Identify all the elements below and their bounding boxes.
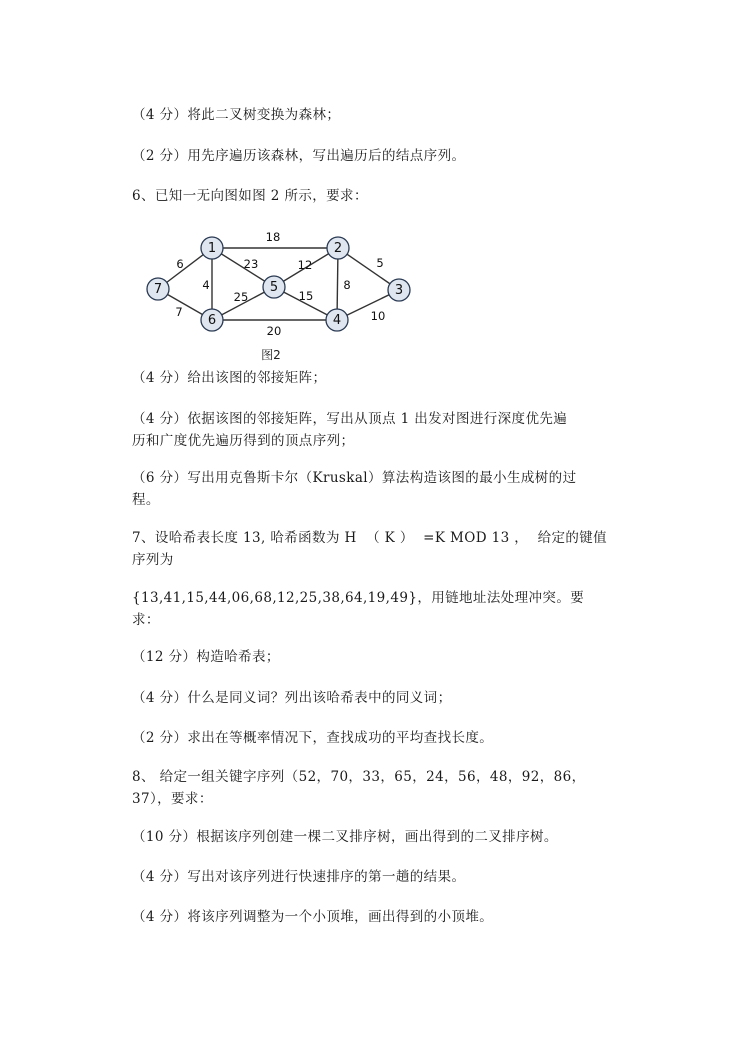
graph-diagram (140, 228, 430, 368)
node-label: 4 (332, 313, 342, 328)
question-heading: 6、已知一无向图如图 2 所示，要求： (132, 188, 368, 204)
node-label: 7 (153, 282, 163, 297)
text-line: （10 分）根据该序列创建一棵二叉排序树，画出得到的二叉排序树。 (132, 829, 558, 845)
graph-node-6 (201, 309, 223, 331)
question-heading: 7、设哈希表长度 13, 哈希函数为 H （ K ） =K MOD 13 ， 给定的键值 (132, 530, 608, 546)
text-line: 历和广度优先遍历得到的顶点序列； (132, 433, 355, 449)
edge-weight-label: 23 (243, 257, 259, 271)
text-line: （4 分）将此二叉树变换为森林； (132, 107, 341, 123)
graph-node-2 (327, 237, 349, 259)
figure-caption: 图2 (261, 348, 281, 362)
text-line: （4 分）写出对该序列进行快速排序的第一趟的结果。 (132, 869, 466, 885)
edge-weight-label: 5 (376, 256, 384, 270)
node-label: 6 (207, 313, 217, 328)
graph-node-4 (326, 309, 348, 331)
node-label: 5 (269, 280, 279, 295)
node-label: 2 (333, 241, 343, 256)
text-line: （4 分）依据该图的邻接矩阵，写出从顶点 1 出发对图进行深度优先遍 (132, 411, 568, 427)
text-line: （4 分）什么是同义词？列出该哈希表中的同义词； (132, 690, 452, 706)
text-line: 程。 (132, 492, 160, 508)
text-line: （6 分）写出用克鲁斯卡尔（Kruskal）算法构造该图的最小生成树的过 (132, 470, 577, 486)
edge-weight-label: 15 (298, 289, 314, 303)
text-line: 求： (132, 612, 160, 628)
text-line: （2 分）求出在等概率情况下，查找成功的平均查找长度。 (132, 730, 494, 746)
text-line: 37），要求： (132, 791, 213, 807)
text-line: （2 分）用先序遍历该森林，写出遍历后的结点序列。 (132, 148, 466, 164)
text-line: 序列为 (132, 552, 174, 568)
edge-weight-label: 8 (343, 278, 351, 292)
graph-figure (140, 228, 430, 368)
edge-weight-label: 10 (370, 309, 386, 323)
edge-weight-label: 25 (233, 290, 249, 304)
edge-weight-label: 4 (202, 278, 210, 292)
text-line: （4 分）给出该图的邻接矩阵； (132, 370, 327, 386)
graph-node-7 (147, 278, 169, 300)
text-line: {13,41,15,44,06,68,12,25,38,64,19,49}，用链地址法处理冲突。要 (132, 590, 585, 606)
text-line: （12 分）构造哈希表； (132, 649, 280, 665)
edge-weight-label: 20 (266, 324, 282, 338)
graph-edge-6-4 (212, 320, 337, 338)
node-label: 3 (394, 283, 404, 298)
edge-weight-label: 18 (265, 230, 281, 244)
graph-node-1 (201, 237, 223, 259)
text-line: （4 分）将该序列调整为一个小顶堆，画出得到的小顶堆。 (132, 909, 494, 925)
edge-weight-label: 6 (176, 257, 184, 271)
question-heading: 8、 给定一组关键字序列（52，70，33，65，24，56，48，92，86， (132, 769, 586, 785)
edge-weight-label: 12 (297, 258, 313, 272)
node-label: 1 (207, 241, 217, 256)
graph-node-5 (263, 276, 285, 298)
edge-weight-label: 7 (175, 305, 183, 319)
graph-node-3 (388, 279, 410, 301)
graph-edge-1-2 (212, 230, 338, 248)
